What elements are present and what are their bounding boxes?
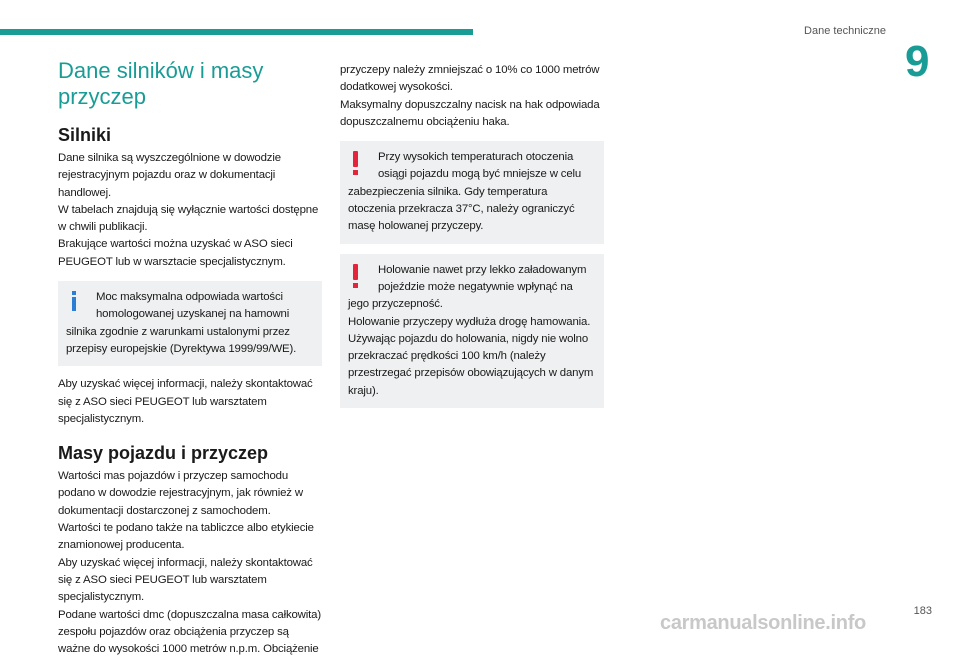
info-note-text: Moc maksymalna odpowiada wartości homologowanej uzyskanej na hamowni silnika zgodnie z warunkami ustalonymi przez przepisy europejskie (Dyrektywa 1999/99/WE).	[66, 291, 297, 355]
header-accent-bar	[0, 29, 473, 35]
engines-paragraph-2: W tabelach znajdują się wyłącznie wartości dostępne w chwili publikacji.	[58, 203, 319, 234]
masses-paragraph-4: Podane wartości dmc (dopuszczalna masa całkowita) zespołu pojazdów oraz obciążenia przyczep są ważne do wysokości 1000 metrów n.p.m. Obciążenie	[58, 608, 321, 656]
engines-paragraph-1: Dane silnika są wyszczególnione w dowodzie rejestracyjnym pojazdu oraz w dokumentacji handlowej.	[58, 152, 281, 199]
warning-note-towing	[340, 254, 604, 408]
page-number: 183	[913, 605, 932, 617]
masses-paragraph-5: przyczepy należy zmniejszać o 10% co 1000 metrów dodatkowej wysokości.	[340, 64, 600, 94]
masses-paragraph-2: Wartości te podano także na tabliczce albo etykiecie znamionowej producenta.	[58, 522, 314, 552]
info-icon	[66, 291, 88, 315]
warning-note-temperature-text: Przy wysokich temperaturach otoczenia osiągi pojazdu mogą być mniejsze w celu zabezpieczenia silnika. Gdy temperatura otoczenia przekracza 37°C, należy ograniczyć masę holowanej przyczepy.	[348, 151, 582, 233]
masses-paragraph-3: Aby uzyskać więcej informacji, należy skontaktować się z ASO sieci PEUGEOT lub warsztatem specjalistycznym.	[58, 556, 313, 604]
masses-paragraph-6: Maksymalny dopuszczalny nacisk na hak odpowiada dopuszczalnemu obciążeniu haka.	[340, 98, 600, 128]
warning-note-towing-text-2: Holowanie przyczepy wydłuża drogę hamowania.	[348, 315, 591, 328]
page-title: Dane silników i masy przyczep	[58, 58, 264, 109]
warning-icon	[348, 264, 370, 288]
right-column	[340, 62, 604, 408]
warning-note-towing-text-1: Holowanie nawet przy lekko załadowanym pojeździe może negatywnie wpłynąć na jego przyczepność.	[348, 263, 587, 311]
info-note	[58, 281, 322, 366]
warning-icon	[348, 151, 370, 175]
engines-heading: Silniki	[58, 125, 112, 145]
chapter-number: 9	[905, 37, 930, 86]
engines-paragraph-4: Aby uzyskać więcej informacji, należy skontaktować się z ASO sieci PEUGEOT lub warsztatem specjalistycznym.	[58, 378, 313, 425]
section-name: Dane techniczne	[804, 25, 886, 37]
masses-paragraph-1: Wartości mas pojazdów i przyczep samochodu podano w dowodzie rejestracyjnym, jak również w dokumentacji dostarczonej z samochodem.	[58, 470, 303, 517]
engines-paragraph-3: Brakujące wartości można uzyskać w ASO sieci PEUGEOT lub w warsztacie specjalistycznym.	[58, 238, 293, 268]
warning-note-towing-text-3: Używając pojazdu do holowania, nigdy nie wolno przekraczać prędkości 100 km/h (należy przestrzegać przepisów obowiązujących w danym kraju).	[348, 332, 594, 397]
left-column	[58, 58, 322, 658]
warning-note-temperature	[340, 141, 604, 243]
watermark: carmanualsonline.info	[660, 612, 866, 634]
masses-heading: Masy pojazdu i przyczep	[58, 443, 269, 464]
